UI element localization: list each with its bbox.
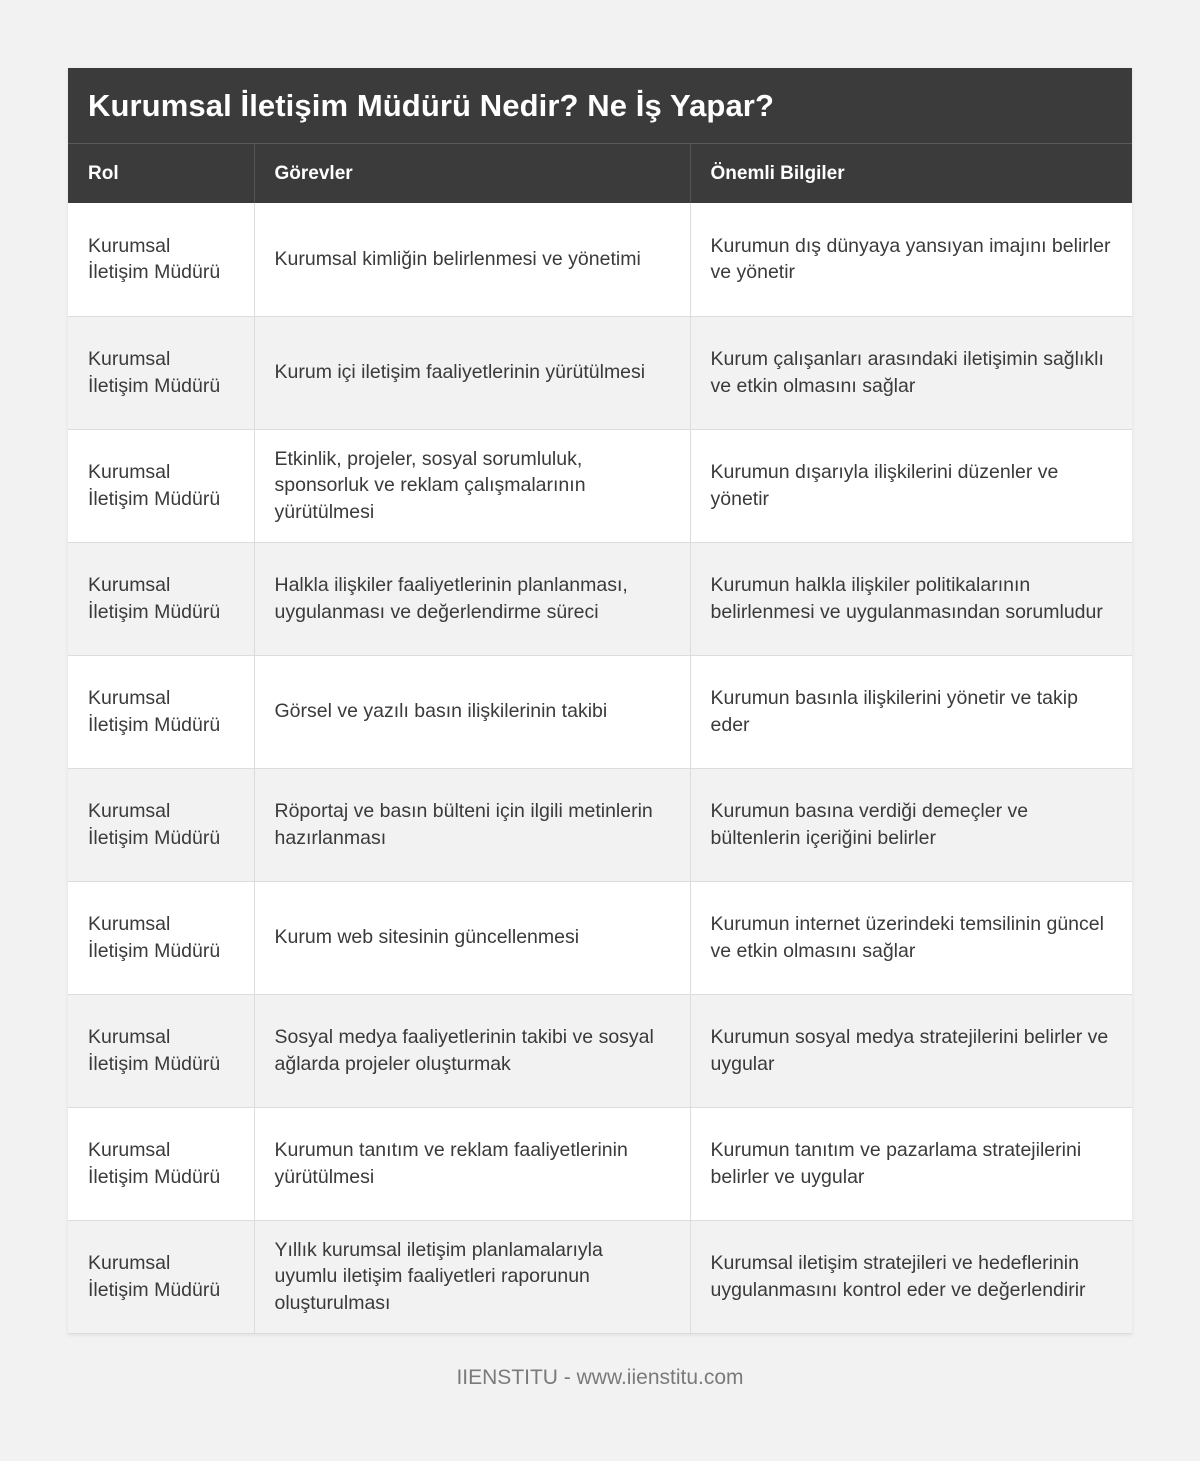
- footer-credit: IIENSTITU - www.iienstitu.com: [456, 1366, 744, 1389]
- table-row: [68, 429, 1132, 542]
- cell-onemli-bilgiler: Kurumsal iletişim stratejileri ve hedeflerinin uygulanmasını kontrol eder ve değerlendirir: [690, 1220, 1132, 1333]
- cell-rol: Kurumsal İletişim Müdürü: [68, 1107, 254, 1220]
- cell-rol: Kurumsal İletişim Müdürü: [68, 316, 254, 429]
- cell-rol: Kurumsal İletişim Müdürü: [68, 994, 254, 1107]
- info-table: [68, 144, 1132, 1334]
- cell-gorevler: Görsel ve yazılı basın ilişkilerinin takibi: [254, 655, 690, 768]
- cell-onemli-bilgiler: Kurumun dış dünyaya yansıyan imajını belirler ve yönetir: [690, 203, 1132, 316]
- cell-onemli-bilgiler: Kurum çalışanları arasındaki iletişimin sağlıklı ve etkin olmasını sağlar: [690, 316, 1132, 429]
- cell-rol: Kurumsal İletişim Müdürü: [68, 655, 254, 768]
- cell-onemli-bilgiler: Kurumun basınla ilişkilerini yönetir ve takip eder: [690, 655, 1132, 768]
- title-bar: [68, 68, 1132, 144]
- table-row: [68, 1220, 1132, 1333]
- content-card: [68, 68, 1132, 1334]
- cell-gorevler: Sosyal medya faaliyetlerinin takibi ve sosyal ağlarda projeler oluşturmak: [254, 994, 690, 1107]
- cell-gorevler: Etkinlik, projeler, sosyal sorumluluk, sponsorluk ve reklam çalışmalarının yürütülmesi: [254, 429, 690, 542]
- cell-onemli-bilgiler: Kurumun internet üzerindeki temsilinin güncel ve etkin olmasını sağlar: [690, 881, 1132, 994]
- cell-gorevler: Kurum web sitesinin güncellenmesi: [254, 881, 690, 994]
- cell-gorevler: Yıllık kurumsal iletişim planlamalarıyla uyumlu iletişim faaliyetleri raporunun oluşturulması: [254, 1220, 690, 1333]
- cell-rol: Kurumsal İletişim Müdürü: [68, 429, 254, 542]
- cell-onemli-bilgiler: Kurumun basına verdiği demeçler ve bültenlerin içeriğini belirler: [690, 768, 1132, 881]
- cell-gorevler: Kurumsal kimliğin belirlenmesi ve yönetimi: [254, 203, 690, 316]
- column-header-onemli-bilgiler: Önemli Bilgiler: [690, 144, 1132, 203]
- table-row: [68, 655, 1132, 768]
- cell-gorevler: Kurum içi iletişim faaliyetlerinin yürütülmesi: [254, 316, 690, 429]
- cell-onemli-bilgiler: Kurumun sosyal medya stratejilerini belirler ve uygular: [690, 994, 1132, 1107]
- table-row: [68, 768, 1132, 881]
- cell-onemli-bilgiler: Kurumun tanıtım ve pazarlama stratejilerini belirler ve uygular: [690, 1107, 1132, 1220]
- table-row: [68, 542, 1132, 655]
- header-row: [68, 144, 1132, 203]
- table-row: [68, 994, 1132, 1107]
- table-body: [68, 203, 1132, 1333]
- column-header-rol: Rol: [68, 144, 254, 203]
- cell-rol: Kurumsal İletişim Müdürü: [68, 1220, 254, 1333]
- cell-onemli-bilgiler: Kurumun dışarıyla ilişkilerini düzenler ve yönetir: [690, 429, 1132, 542]
- cell-onemli-bilgiler: Kurumun halkla ilişkiler politikalarının belirlenmesi ve uygulanmasından sorumludur: [690, 542, 1132, 655]
- cell-gorevler: Röportaj ve basın bülteni için ilgili metinlerin hazırlanması: [254, 768, 690, 881]
- table-header: [68, 144, 1132, 203]
- cell-gorevler: Kurumun tanıtım ve reklam faaliyetlerinin yürütülmesi: [254, 1107, 690, 1220]
- cell-gorevler: Halkla ilişkiler faaliyetlerinin planlanması, uygulanması ve değerlendirme süreci: [254, 542, 690, 655]
- cell-rol: Kurumsal İletişim Müdürü: [68, 768, 254, 881]
- table-row: [68, 203, 1132, 316]
- table-row: [68, 1107, 1132, 1220]
- page-title: Kurumsal İletişim Müdürü Nedir? Ne İş Yapar?: [88, 87, 774, 123]
- table-row: [68, 881, 1132, 994]
- column-header-gorevler: Görevler: [254, 144, 690, 203]
- cell-rol: Kurumsal İletişim Müdürü: [68, 542, 254, 655]
- cell-rol: Kurumsal İletişim Müdürü: [68, 881, 254, 994]
- cell-rol: Kurumsal İletişim Müdürü: [68, 203, 254, 316]
- table-row: [68, 316, 1132, 429]
